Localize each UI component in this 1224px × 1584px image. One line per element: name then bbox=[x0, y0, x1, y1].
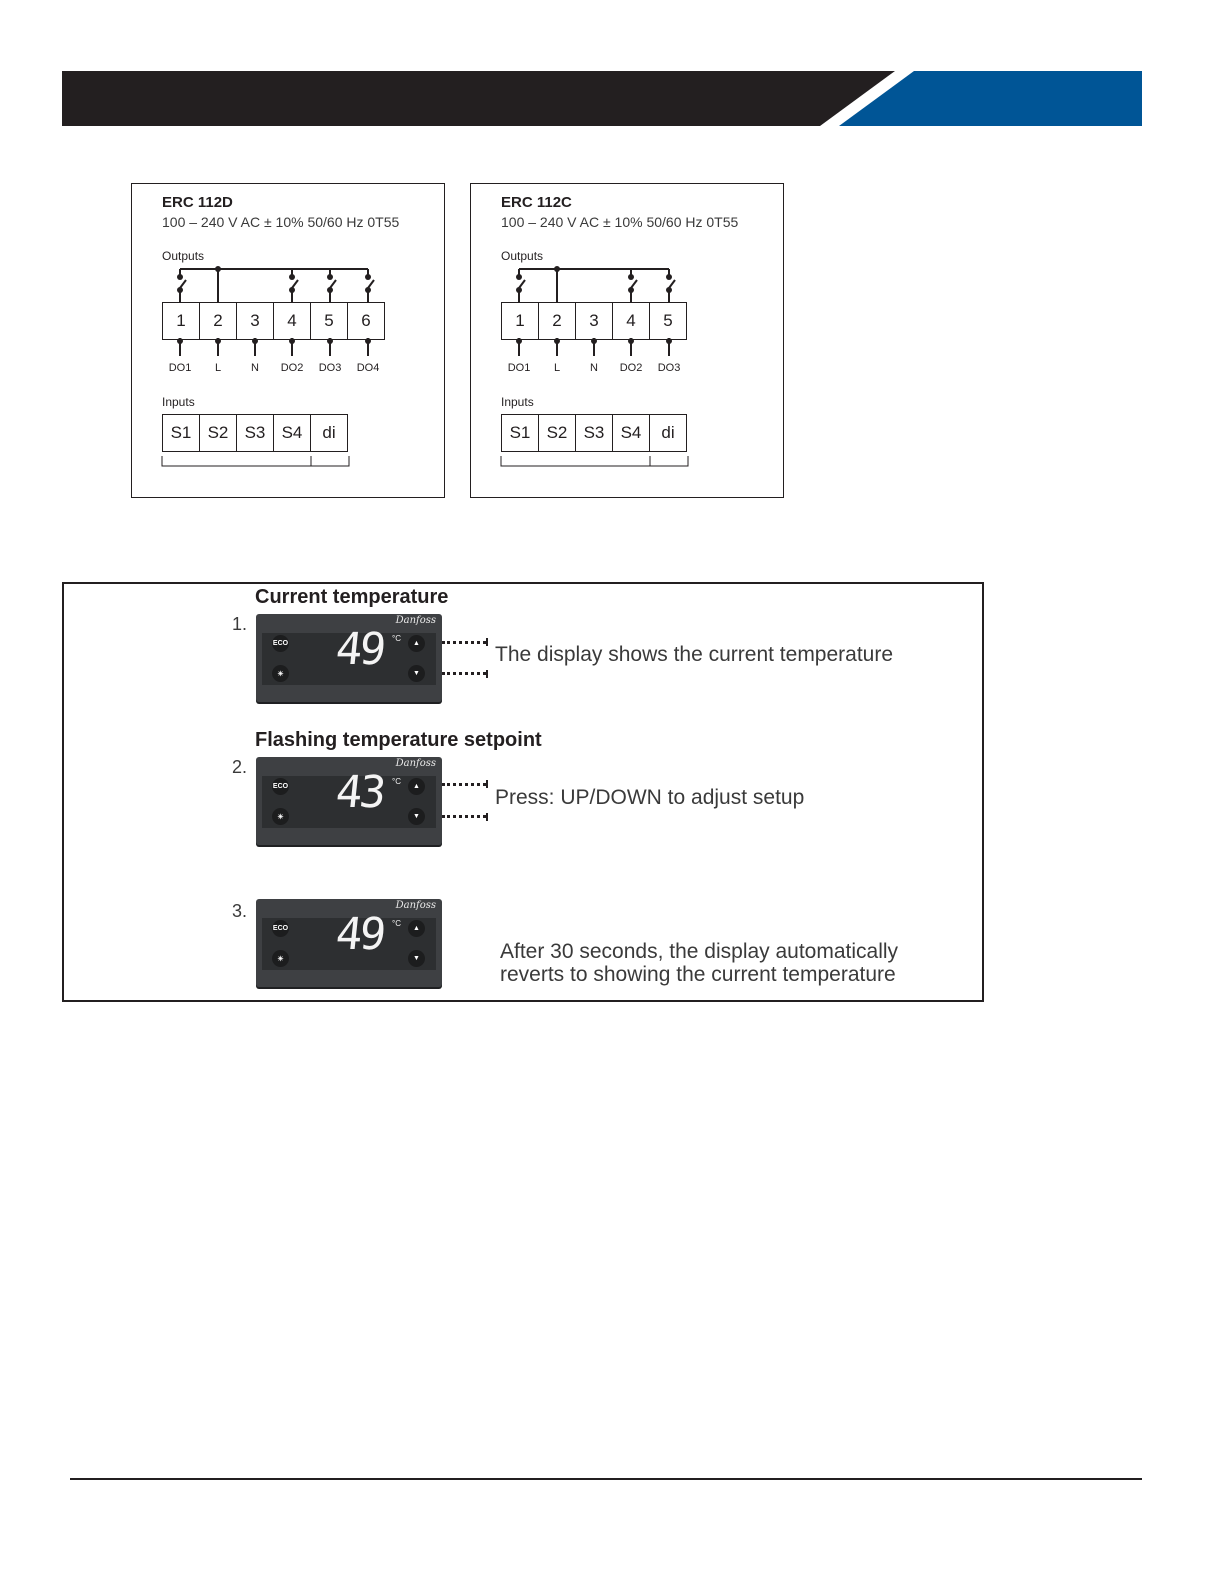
temperature-readout: 49 bbox=[333, 909, 386, 960]
triangle-up-icon[interactable]: ▲ bbox=[408, 635, 425, 652]
footer-rule bbox=[70, 1478, 1142, 1480]
model-spec: 100 – 240 V AC ± 10% 50/60 Hz 0T55 bbox=[162, 214, 400, 230]
controller-panel bbox=[256, 614, 442, 702]
inputs-label: Inputs bbox=[501, 395, 534, 409]
model-name: ERC 112D bbox=[162, 194, 233, 211]
step-number: 1. bbox=[232, 614, 248, 634]
leader-end bbox=[486, 638, 488, 646]
output-terminal: 4 bbox=[273, 302, 311, 340]
pin-label: DO3 bbox=[318, 362, 342, 374]
output-terminal: 6 bbox=[347, 302, 385, 340]
leader-end bbox=[486, 670, 488, 678]
outputs-label: Outputs bbox=[162, 249, 205, 263]
triangle-up-icon[interactable]: ▲ bbox=[408, 778, 425, 795]
input-terminal: S4 bbox=[612, 414, 650, 452]
temperature-readout: 49 bbox=[333, 624, 386, 675]
input-terminal: di bbox=[310, 414, 348, 452]
output-terminal: 1 bbox=[162, 302, 200, 340]
triangle-down-icon[interactable]: ▼ bbox=[408, 808, 425, 825]
output-terminal-row bbox=[162, 302, 385, 340]
wiring-diagram-erc112d bbox=[131, 183, 445, 498]
input-terminal: di bbox=[649, 414, 687, 452]
inputs-label: Inputs bbox=[162, 395, 195, 409]
step-number: 2. bbox=[232, 757, 248, 777]
leader-line bbox=[442, 672, 486, 675]
input-terminal: S2 bbox=[538, 414, 576, 452]
step-title: Flashing temperature setpoint bbox=[255, 729, 542, 751]
header-dark-shape bbox=[62, 71, 895, 126]
input-terminal: S2 bbox=[199, 414, 237, 452]
outputs-label: Outputs bbox=[501, 249, 544, 263]
input-terminal: S1 bbox=[162, 414, 200, 452]
bulb-icon[interactable]: ☀ bbox=[272, 808, 289, 825]
pin-label: DO2 bbox=[619, 362, 643, 374]
step-title: Current temperature bbox=[255, 586, 449, 608]
pin-label: N bbox=[251, 362, 259, 374]
leader-line bbox=[442, 783, 486, 786]
brand-logo: Danfoss bbox=[395, 615, 436, 626]
pin-label: DO3 bbox=[657, 362, 681, 374]
input-terminal: S4 bbox=[273, 414, 311, 452]
temperature-unit: °C bbox=[392, 634, 401, 643]
input-terminal: S3 bbox=[575, 414, 613, 452]
step-description: After 30 seconds, the display automatically reverts to showing the current temperature bbox=[500, 940, 899, 986]
input-bracket bbox=[471, 450, 783, 470]
step-number: 3. bbox=[232, 901, 248, 921]
triangle-down-icon[interactable]: ▼ bbox=[408, 665, 425, 682]
bulb-icon[interactable]: ☀ bbox=[272, 665, 289, 682]
output-terminal: 1 bbox=[501, 302, 539, 340]
eco-button[interactable]: ECO bbox=[272, 778, 289, 795]
input-terminal-row bbox=[501, 414, 687, 452]
pin-label: DO2 bbox=[280, 362, 304, 374]
temperature-unit: °C bbox=[392, 919, 401, 928]
step-description: Press: UP/DOWN to adjust setup bbox=[495, 786, 805, 809]
header-blue-shape bbox=[839, 71, 1142, 126]
controller-panel bbox=[256, 899, 442, 987]
output-terminal: 2 bbox=[199, 302, 237, 340]
leader-line bbox=[442, 641, 486, 644]
leader-end bbox=[486, 780, 488, 788]
input-bracket bbox=[132, 450, 444, 470]
model-spec: 100 – 240 V AC ± 10% 50/60 Hz 0T55 bbox=[501, 214, 739, 230]
output-terminal: 5 bbox=[310, 302, 348, 340]
pin-label: L bbox=[553, 362, 561, 374]
output-terminal-row bbox=[501, 302, 687, 340]
controller-panel bbox=[256, 757, 442, 845]
leader-end bbox=[486, 813, 488, 821]
model-name: ERC 112C bbox=[501, 194, 572, 211]
header-band bbox=[62, 71, 1142, 126]
leader-line bbox=[442, 815, 486, 818]
pin-label: DO1 bbox=[507, 362, 531, 374]
output-terminal: 4 bbox=[612, 302, 650, 340]
pin-label: DO1 bbox=[168, 362, 192, 374]
pin-label: N bbox=[590, 362, 598, 374]
pin-label: L bbox=[214, 362, 222, 374]
eco-button[interactable]: ECO bbox=[272, 920, 289, 937]
output-terminal: 5 bbox=[649, 302, 687, 340]
bulb-icon[interactable]: ☀ bbox=[272, 950, 289, 967]
operation-steps-frame bbox=[62, 582, 984, 1002]
input-terminal: S3 bbox=[236, 414, 274, 452]
brand-logo: Danfoss bbox=[395, 758, 436, 769]
triangle-up-icon[interactable]: ▲ bbox=[408, 920, 425, 937]
temperature-readout: 43 bbox=[333, 767, 386, 818]
output-terminal: 3 bbox=[236, 302, 274, 340]
eco-button[interactable]: ECO bbox=[272, 635, 289, 652]
input-terminal: S1 bbox=[501, 414, 539, 452]
triangle-down-icon[interactable]: ▼ bbox=[408, 950, 425, 967]
input-terminal-row bbox=[162, 414, 348, 452]
brand-logo: Danfoss bbox=[395, 900, 436, 911]
output-terminal: 2 bbox=[538, 302, 576, 340]
temperature-unit: °C bbox=[392, 777, 401, 786]
step-description: The display shows the current temperature bbox=[495, 643, 894, 666]
wiring-diagram-erc112c bbox=[470, 183, 784, 498]
pin-label: DO4 bbox=[356, 362, 380, 374]
output-terminal: 3 bbox=[575, 302, 613, 340]
